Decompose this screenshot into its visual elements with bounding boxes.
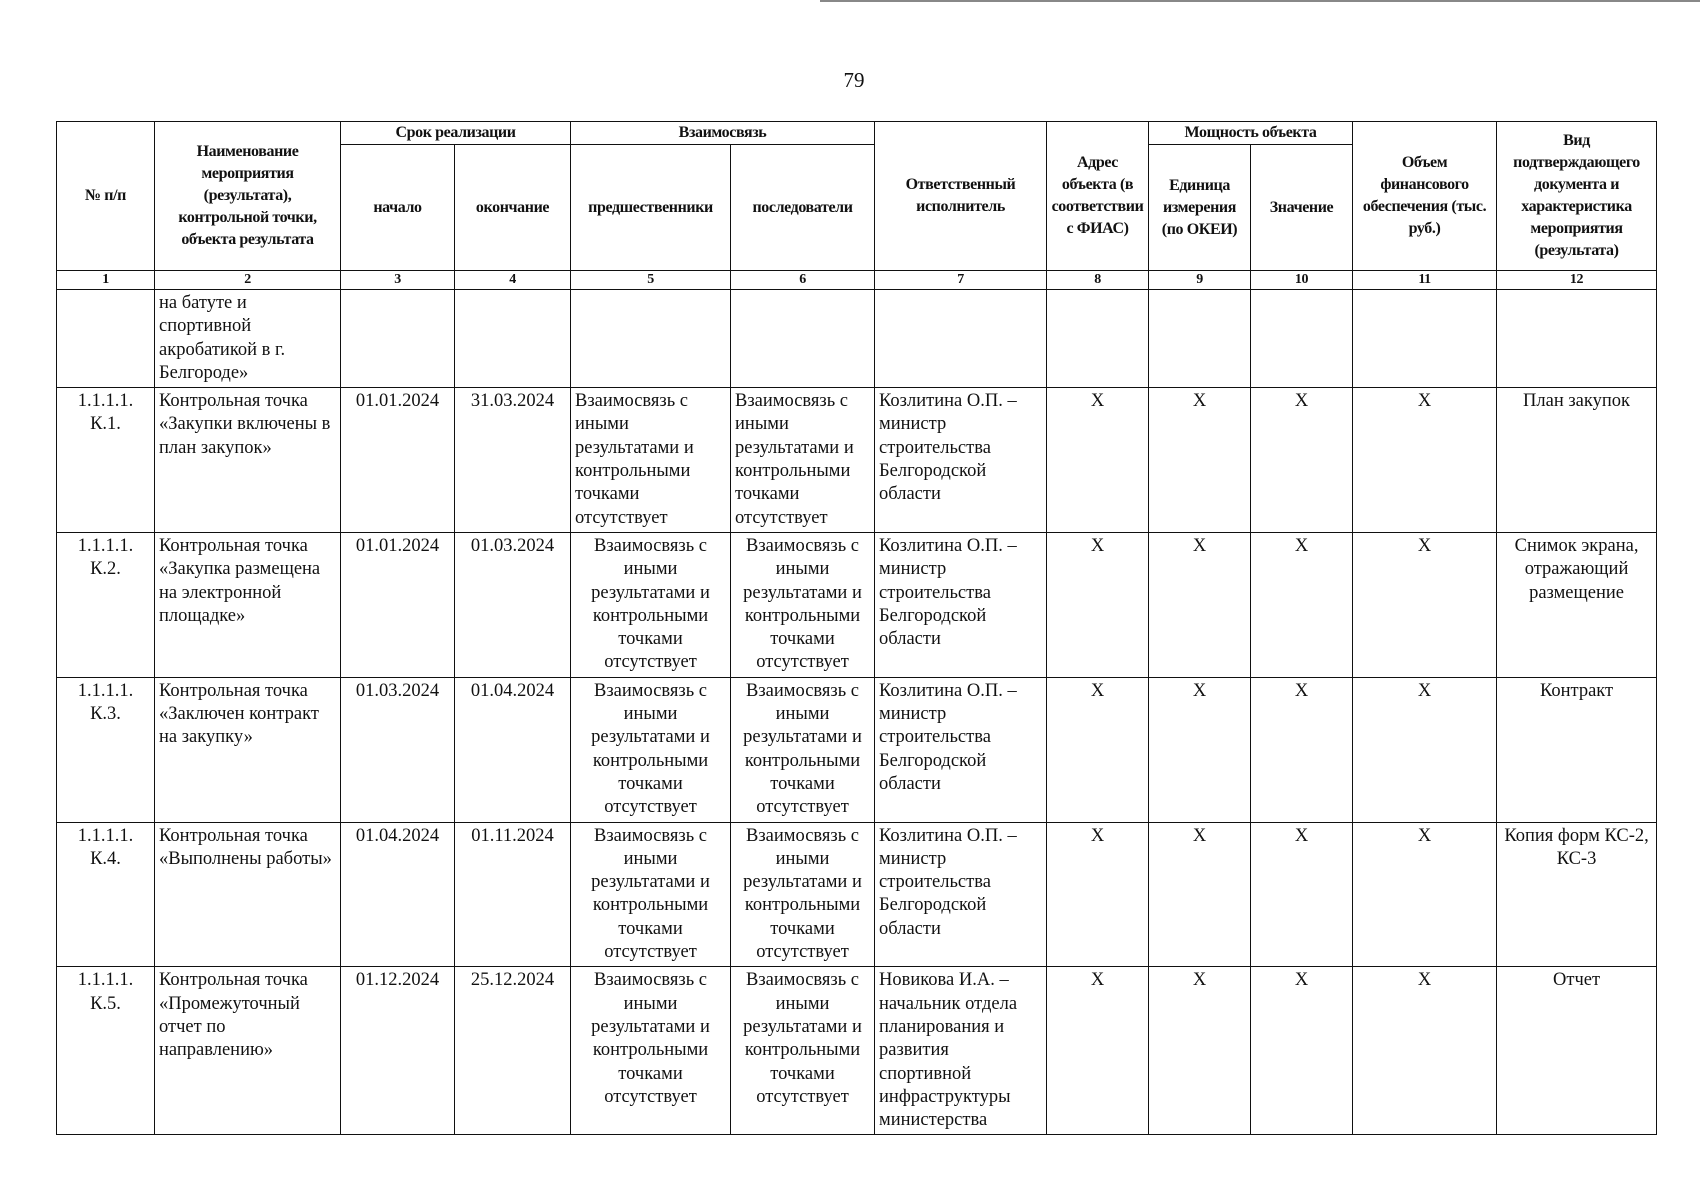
cell-start: 01.12.2024 <box>341 967 455 1135</box>
cell-empty <box>1047 290 1149 388</box>
cell-document: Отчет <box>1497 967 1657 1135</box>
cell-successors: Взаимосвязь с иными результатами и контрольными точками отсутствует <box>731 967 875 1135</box>
column-number: 5 <box>571 271 731 290</box>
header-address: Адрес объекта (в соответствии с ФИАС) <box>1047 122 1149 271</box>
table-row <box>57 532 1657 677</box>
cell-successors: Взаимосвязь с иными результатами и контрольными точками отсутствует <box>731 677 875 822</box>
cell-start: 01.01.2024 <box>341 532 455 677</box>
cell-address: X <box>1047 822 1149 967</box>
column-number: 10 <box>1251 271 1353 290</box>
cell-num: 1.1.1.1. К.4. <box>57 822 155 967</box>
cell-name-continuation: на батуте и спортивной акробатикой в г. Белгороде» <box>155 290 341 388</box>
column-number: 12 <box>1497 271 1657 290</box>
column-number: 8 <box>1047 271 1149 290</box>
cell-num: 1.1.1.1. К.3. <box>57 677 155 822</box>
header-num: № п/п <box>57 122 155 271</box>
cell-responsible: Козлитина О.П. – министр строительства Белгородской области <box>875 822 1047 967</box>
column-number: 7 <box>875 271 1047 290</box>
cell-name: Контрольная точка «Закупка размещена на электронной площадке» <box>155 532 341 677</box>
cell-responsible: Козлитина О.П. – министр строительства Белгородской области <box>875 677 1047 822</box>
cell-empty <box>1251 290 1353 388</box>
cell-empty <box>1353 290 1497 388</box>
cell-predecessors: Взаимосвязь с иными результатами и контрольными точками отсутствует <box>571 822 731 967</box>
cell-predecessors: Взаимосвязь с иными результатами и контрольными точками отсутствует <box>571 967 731 1135</box>
cell-unit: X <box>1149 822 1251 967</box>
scan-top-line <box>820 0 1700 2</box>
cell-responsible: Новикова И.А. – начальник отдела планирования и развития спортивной инфраструктуры министерства <box>875 967 1047 1135</box>
cell-name: Контрольная точка «Выполнены работы» <box>155 822 341 967</box>
column-number: 3 <box>341 271 455 290</box>
cell-empty <box>731 290 875 388</box>
header-predecessors: предшественники <box>571 145 731 271</box>
plan-table <box>56 121 1657 1135</box>
column-number: 9 <box>1149 271 1251 290</box>
cell-predecessors: Взаимосвязь с иными результатами и контрольными точками отсутствует <box>571 388 731 533</box>
column-number: 11 <box>1353 271 1497 290</box>
header-start: начало <box>341 145 455 271</box>
header-finance: Объем финансового обеспечения (тыс. руб.) <box>1353 122 1497 271</box>
column-number-row <box>57 271 1657 290</box>
cell-predecessors: Взаимосвязь с иными результатами и контрольными точками отсутствует <box>571 532 731 677</box>
header-group-term: Срок реализации <box>341 122 571 145</box>
cell-end: 31.03.2024 <box>455 388 571 533</box>
table-row <box>57 967 1657 1135</box>
cell-address: X <box>1047 532 1149 677</box>
cell-responsible: Козлитина О.П. – министр строительства Белгородской области <box>875 388 1047 533</box>
cell-empty <box>571 290 731 388</box>
column-number: 6 <box>731 271 875 290</box>
cell-finance: X <box>1353 677 1497 822</box>
cell-successors: Взаимосвязь с иными результатами и контрольными точками отсутствует <box>731 822 875 967</box>
cell-address: X <box>1047 388 1149 533</box>
cell-empty <box>875 290 1047 388</box>
cell-empty <box>1497 290 1657 388</box>
cell-end: 01.11.2024 <box>455 822 571 967</box>
cell-responsible: Козлитина О.П. – министр строительства Белгородской области <box>875 532 1047 677</box>
header-successors: последователи <box>731 145 875 271</box>
cell-name: Контрольная точка «Промежуточный отчет по направлению» <box>155 967 341 1135</box>
cell-num: 1.1.1.1. К.2. <box>57 532 155 677</box>
cell-end: 01.03.2024 <box>455 532 571 677</box>
header-value: Значение <box>1251 145 1353 271</box>
table-row <box>57 677 1657 822</box>
cell-finance: X <box>1353 822 1497 967</box>
cell-successors: Взаимосвязь с иными результатами и контрольными точками отсутствует <box>731 388 875 533</box>
page-number: 79 <box>843 68 865 92</box>
cell-num: 1.1.1.1. К.1. <box>57 388 155 533</box>
cell-value: X <box>1251 967 1353 1135</box>
cell-unit: X <box>1149 532 1251 677</box>
cell-value: X <box>1251 388 1353 533</box>
cell-start: 01.04.2024 <box>341 822 455 967</box>
column-number: 2 <box>155 271 341 290</box>
cell-predecessors: Взаимосвязь с иными результатами и контрольными точками отсутствует <box>571 677 731 822</box>
header-name: Наименование мероприятия (результата), контрольной точки, объекта результата <box>155 122 341 271</box>
cell-unit: X <box>1149 388 1251 533</box>
cell-finance: X <box>1353 532 1497 677</box>
header-document: Вид подтверждающего документа и характеристика мероприятия (результата) <box>1497 122 1657 271</box>
header-unit: Единица измерения (по ОКЕИ) <box>1149 145 1251 271</box>
cell-document: Снимок экрана, отражающий размещение <box>1497 532 1657 677</box>
cell-value: X <box>1251 677 1353 822</box>
cell-empty <box>455 290 571 388</box>
cell-name: Контрольная точка «Закупки включены в план закупок» <box>155 388 341 533</box>
cell-start: 01.01.2024 <box>341 388 455 533</box>
cell-start: 01.03.2024 <box>341 677 455 822</box>
cell-end: 01.04.2024 <box>455 677 571 822</box>
cell-unit: X <box>1149 967 1251 1135</box>
header-group-link: Взаимосвязь <box>571 122 875 145</box>
cell-document: План закупок <box>1497 388 1657 533</box>
column-number: 4 <box>455 271 571 290</box>
cell-address: X <box>1047 967 1149 1135</box>
cell-unit: X <box>1149 677 1251 822</box>
cell-value: X <box>1251 532 1353 677</box>
column-number: 1 <box>57 271 155 290</box>
header-row-top <box>57 122 1657 145</box>
cell-empty <box>57 290 155 388</box>
cell-empty <box>341 290 455 388</box>
table-row <box>57 388 1657 533</box>
header-responsible: Ответственный исполнитель <box>875 122 1047 271</box>
header-end: окончание <box>455 145 571 271</box>
cell-finance: X <box>1353 967 1497 1135</box>
cell-num: 1.1.1.1. К.5. <box>57 967 155 1135</box>
cell-value: X <box>1251 822 1353 967</box>
cell-address: X <box>1047 677 1149 822</box>
cell-empty <box>1149 290 1251 388</box>
header-group-capacity: Мощность объекта <box>1149 122 1353 145</box>
cell-name: Контрольная точка «Заключен контракт на закупку» <box>155 677 341 822</box>
cell-document: Копия форм КС-2, КС-3 <box>1497 822 1657 967</box>
continuation-row <box>57 290 1657 388</box>
table-row <box>57 822 1657 967</box>
cell-document: Контракт <box>1497 677 1657 822</box>
cell-successors: Взаимосвязь с иными результатами и контрольными точками отсутствует <box>731 532 875 677</box>
cell-end: 25.12.2024 <box>455 967 571 1135</box>
cell-finance: X <box>1353 388 1497 533</box>
